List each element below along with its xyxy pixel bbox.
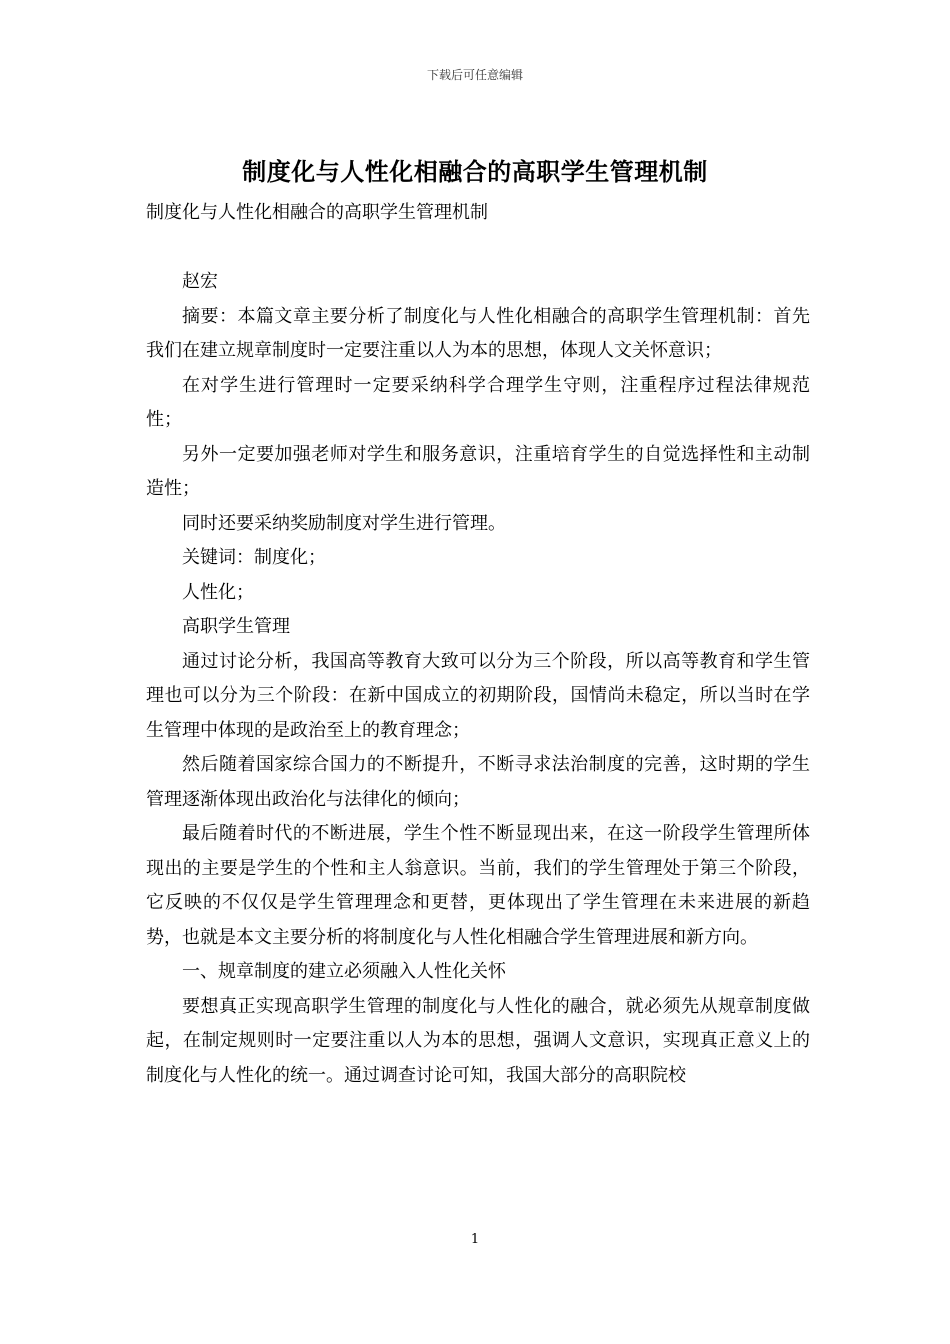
keyword-item: 人性化； xyxy=(182,581,254,603)
paragraph: 通过讨论分析，我国高等教育大致可以分为三个阶段，所以高等教育和学生管理也可以分为三个阶段：在新中国成立的初期阶段，国情尚未稳定，所以当时在学生管理中体现的是政治至上的教育理念； xyxy=(146,650,810,741)
document-body xyxy=(146,196,810,1093)
blank-line xyxy=(146,231,810,266)
page-header-note: 下载后可任意编辑 xyxy=(426,68,523,82)
paragraph: 同时还要采纳奖励制度对学生进行管理。 xyxy=(182,512,506,534)
paragraph-abstract: 摘要：本篇文章主要分析了制度化与人性化相融合的高职学生管理机制：首先我们在建立规章制度时一定要注重以人为本的思想，体现人文关怀意识； xyxy=(146,305,810,361)
paragraph: 在对学生进行管理时一定要采纳科学合理学生守则，注重程序过程法律规范性； xyxy=(146,374,810,430)
keyword-item: 高职学生管理 xyxy=(182,616,290,637)
paragraph: 然后随着国家综合国力的不断提升，不断寻求法治制度的完善，这时期的学生管理逐渐体现出政治化与法律化的倾向； xyxy=(146,754,810,810)
document-title: 制度化与人性化相融合的高职学生管理机制 xyxy=(242,157,708,186)
paragraph: 要想真正实现高职学生管理的制度化与人性化的融合，就必须先从规章制度做起，在制定规则时一定要注重以人为本的思想，强调人文意识，实现真正意义上的制度化与人性化的统一。通过调查讨论可知，我国大部分的高职院校 xyxy=(146,995,810,1086)
paragraph: 最后随着时代的不断进展，学生个性不断显现出来，在这一阶段学生管理所体现出的主要是学生的个性和主人翁意识。当前，我们的学生管理处于第三个阶段，它反映的不仅仅是学生管理理念和更替，更体现出了学生管理在未来进展的新趋势，也就是本文主要分析的将制度化与人性化相融合学生管理进展和新方向。 xyxy=(146,823,810,948)
document-subtitle: 制度化与人性化相融合的高职学生管理机制 xyxy=(146,202,488,223)
author-name: 赵宏 xyxy=(182,271,218,292)
section-heading: 一、规章制度的建立必须融入人性化关怀 xyxy=(182,961,506,982)
page-number: 1 xyxy=(470,1232,480,1247)
keywords-line: 关键词：制度化； xyxy=(182,547,326,568)
paragraph: 另外一定要加强老师对学生和服务意识，注重培育学生的自觉选择性和主动制造性； xyxy=(146,443,810,499)
